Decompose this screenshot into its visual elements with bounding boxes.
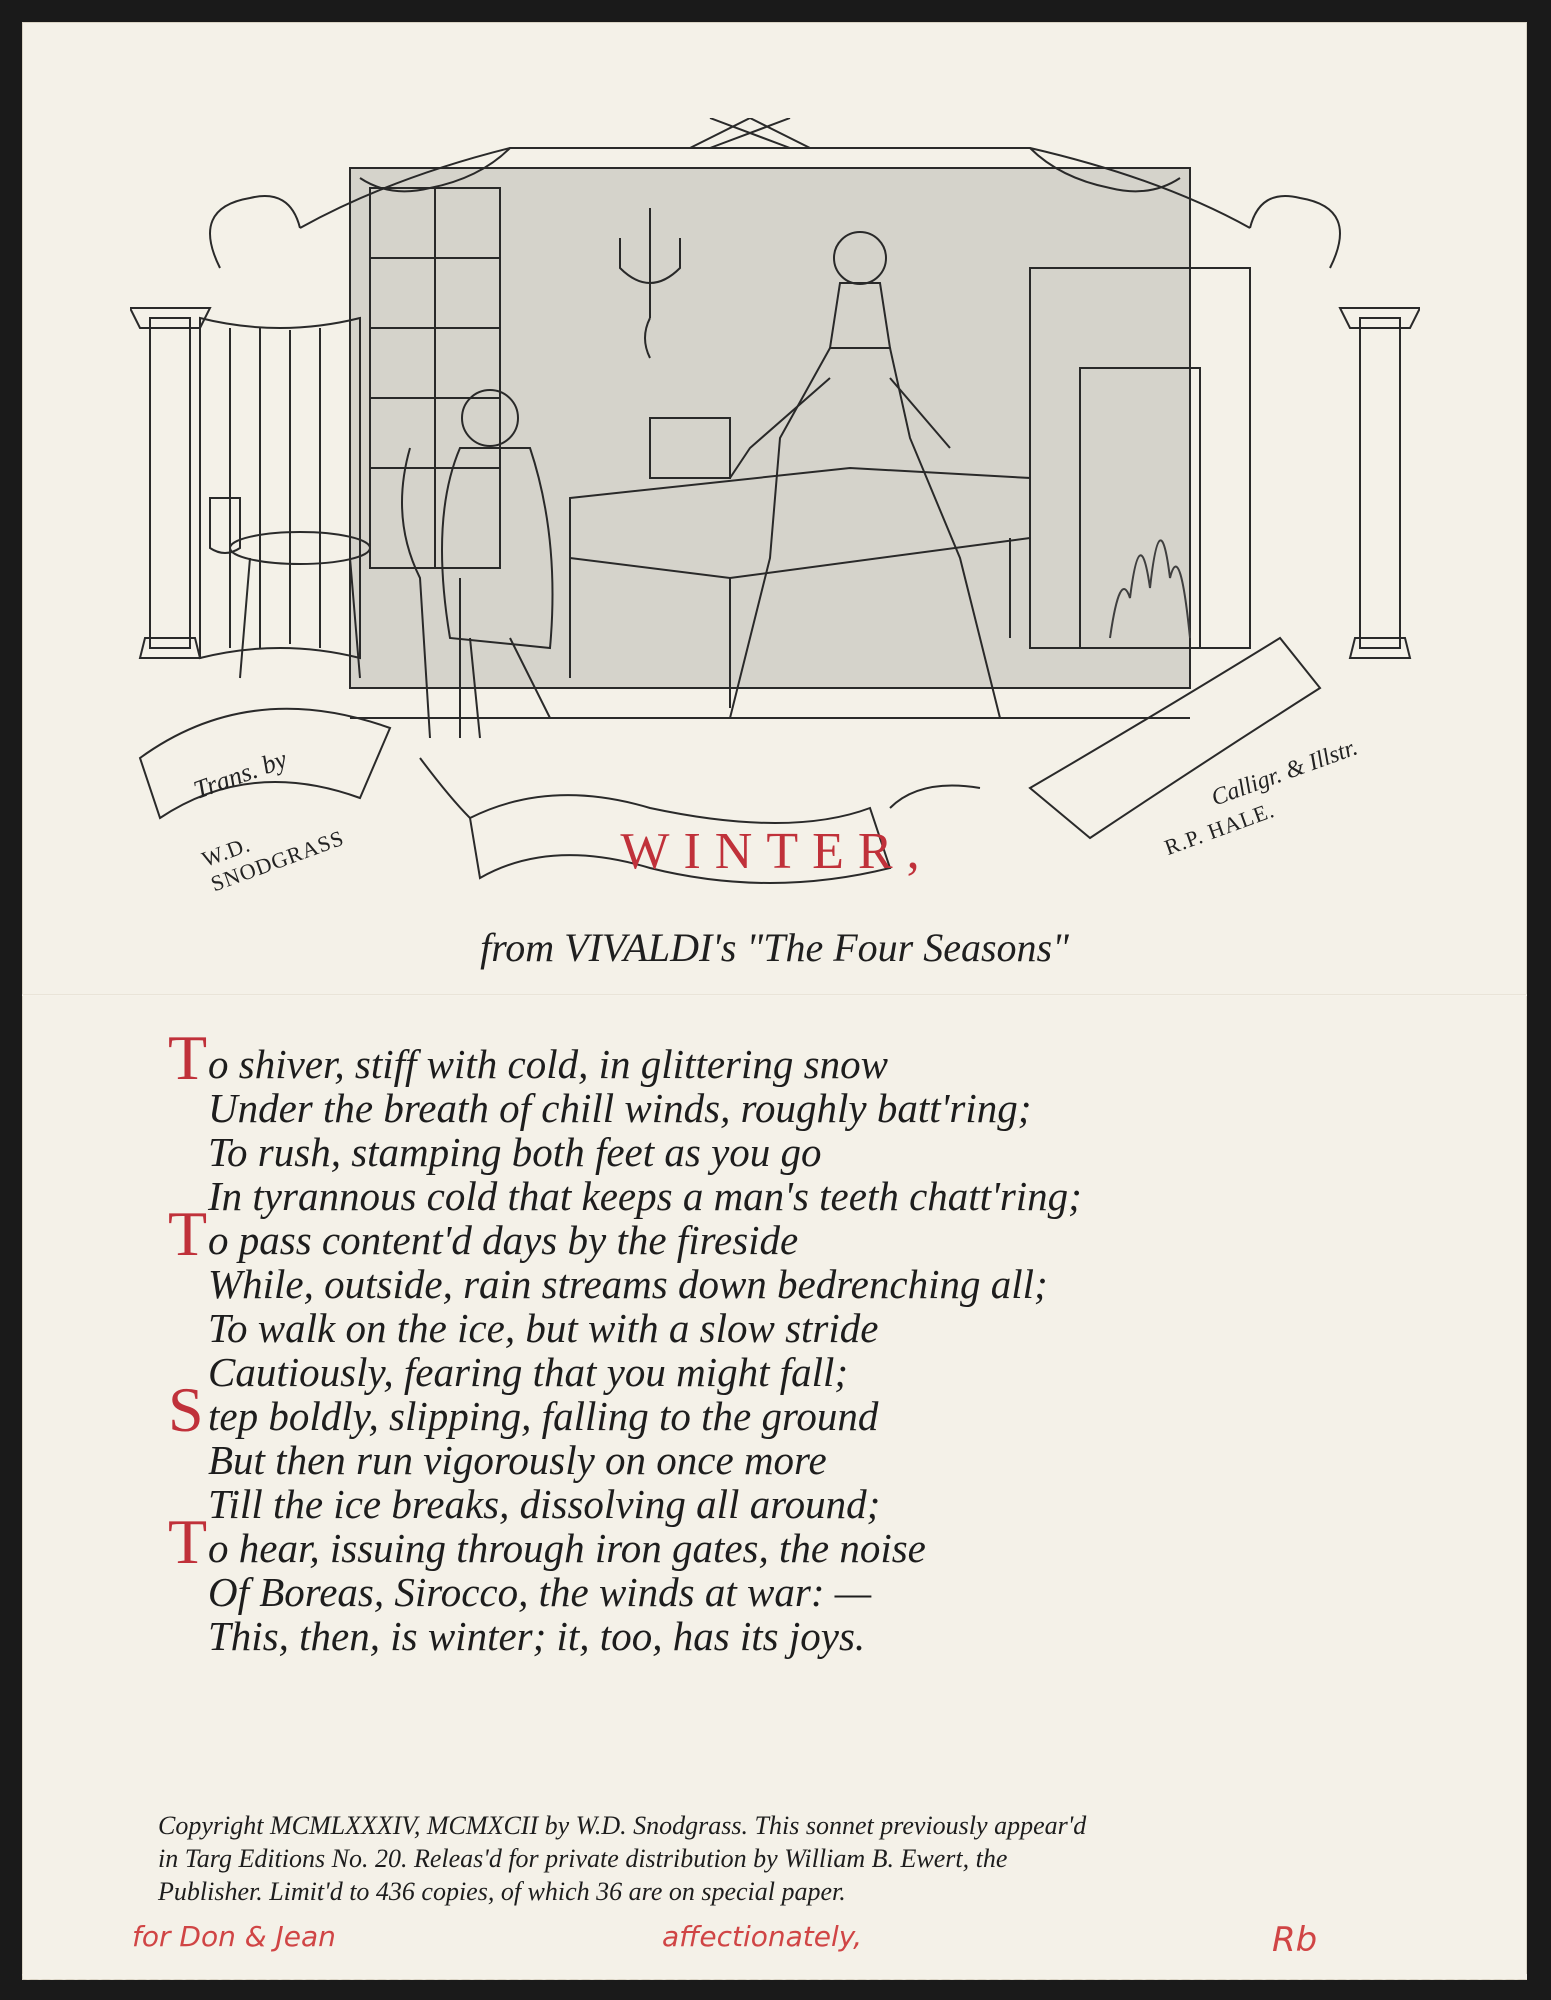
deckle-edge bbox=[22, 1974, 1527, 1986]
poem-line bbox=[168, 1130, 1418, 1174]
poem-line-text: Cautiously, fearing that you might fall; bbox=[208, 1349, 849, 1395]
copyright-notice bbox=[158, 1809, 1448, 1908]
drop-cap: T bbox=[168, 1022, 208, 1093]
inscription-signature: Rb bbox=[1272, 1920, 1318, 1960]
poem-line-text: This, then, is winter; it, too, has its joys. bbox=[208, 1613, 866, 1659]
illustrator-banner bbox=[1142, 734, 1382, 880]
drop-cap: T bbox=[168, 1198, 208, 1269]
poem-line-text: o pass content'd days by the fireside bbox=[208, 1217, 799, 1263]
poem-line bbox=[168, 1022, 1418, 1093]
copyright-line: Copyright MCMLXXXIV, MCMXCII by W.D. Snodgrass. This sonnet previously appear'd bbox=[158, 1811, 1087, 1840]
fold-line bbox=[22, 994, 1527, 996]
poem-line-text: To walk on the ice, but with a slow stride bbox=[208, 1305, 879, 1351]
poem-line bbox=[168, 1506, 1418, 1577]
poem-line bbox=[168, 1570, 1418, 1614]
copyright-line: Publisher. Limit'd to 436 copies, of which 36 are on special paper. bbox=[158, 1877, 846, 1906]
poem-line-text: In tyrannous cold that keeps a man's teeth chatt'ring; bbox=[208, 1173, 1082, 1219]
poem-title: WINTER, bbox=[620, 823, 934, 880]
poem-line bbox=[168, 1374, 1418, 1445]
subtitle: from VIVALDI's "The Four Seasons" bbox=[480, 925, 1069, 970]
inscription-recipient: for Don & Jean bbox=[132, 1920, 336, 1953]
poem-line bbox=[168, 1086, 1418, 1130]
translator-label: Trans. by bbox=[189, 744, 291, 805]
poem-line bbox=[168, 1438, 1418, 1482]
poem-line-text: But then run vigorously on once more bbox=[208, 1437, 827, 1483]
copyright-line: in Targ Editions No. 20. Releas'd for private distribution by William B. Ewert, the bbox=[158, 1844, 1008, 1873]
translator-banner bbox=[182, 744, 382, 897]
translator-name: W.D. SNODGRASS bbox=[198, 824, 348, 897]
inscription-sentiment: affectionately, bbox=[662, 1920, 863, 1953]
poem-line bbox=[168, 1482, 1418, 1526]
poem-line-text: To rush, stamping both feet as you go bbox=[208, 1129, 822, 1175]
poem-line-text: o shiver, stiff with cold, in glittering snow bbox=[208, 1041, 888, 1087]
poem-line-text: Till the ice breaks, dissolving all around; bbox=[208, 1481, 881, 1527]
poem-line bbox=[168, 1350, 1418, 1394]
illustrator-label: Calligr. & Illstr. bbox=[1208, 734, 1362, 812]
poem bbox=[168, 1022, 1418, 1659]
drop-cap: T bbox=[168, 1506, 208, 1577]
poem-line bbox=[168, 1614, 1418, 1658]
poem-line bbox=[168, 1198, 1418, 1269]
poem-line-text: tep boldly, slipping, falling to the ground bbox=[208, 1393, 879, 1439]
illustrator-name: R.P. HALE. bbox=[1161, 797, 1278, 860]
poem-line-text: o hear, issuing through iron gates, the noise bbox=[208, 1525, 926, 1571]
poem-line bbox=[168, 1262, 1418, 1306]
poem-line-text: Of Boreas, Sirocco, the winds at war: — bbox=[208, 1569, 872, 1615]
poem-line-text: While, outside, rain streams down bedrenching all; bbox=[208, 1261, 1048, 1307]
poem-line-text: Under the breath of chill winds, roughly batt'ring; bbox=[208, 1085, 1032, 1131]
drop-cap: S bbox=[168, 1374, 204, 1445]
printed-sheet bbox=[22, 22, 1527, 1980]
poem-line bbox=[168, 1174, 1418, 1218]
poem-line bbox=[168, 1306, 1418, 1350]
